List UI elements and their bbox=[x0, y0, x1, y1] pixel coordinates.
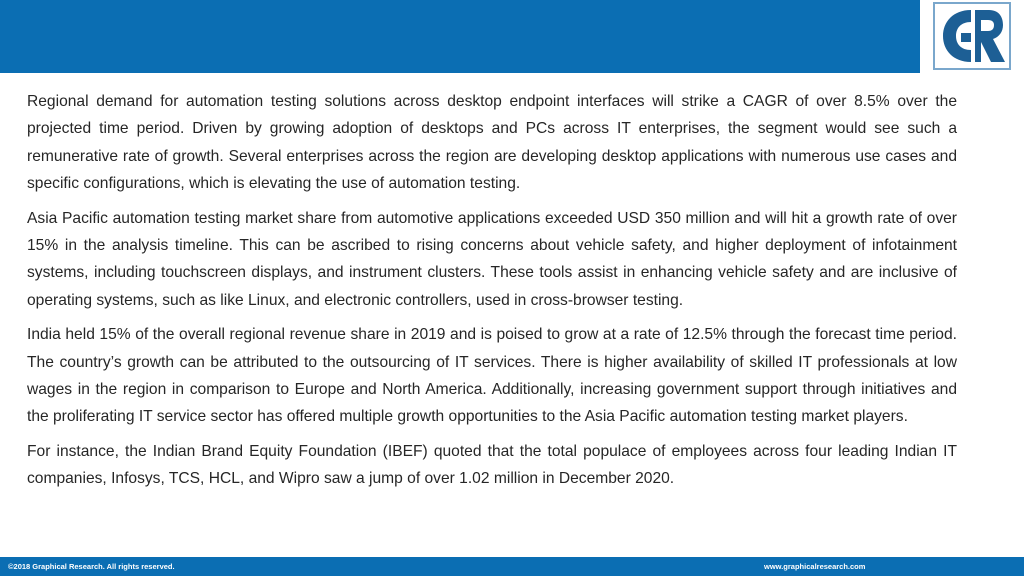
paragraph-4: For instance, the Indian Brand Equity Foundation (IBEF) quoted that the total populace of employees across four leading Indian IT companies, Infosys, TCS, HCL, and Wipro saw a jump of over 1.02 million in December 2020. bbox=[27, 442, 957, 488]
paragraph-3: India held 15% of the overall regional revenue share in 2019 and is poised to grow at a rate of 12.5% through the forecast time period. The country’s growth can be attributed to the outsourcing of IT services. There is higher availability of skilled IT professionals at low wages in the region in comparison to Europe and North America. Additionally, increasing government support through initiatives and the proliferating IT service sector has offered multiple growth opportunities to the Asia Pacific automation testing market players. bbox=[27, 326, 957, 426]
logo bbox=[920, 0, 1024, 73]
copyright-text: ©2018 Graphical Research. All rights reserved. bbox=[8, 562, 175, 571]
header-bar bbox=[0, 0, 1024, 73]
graphical-research-logo-icon bbox=[931, 0, 1013, 73]
footer-bar bbox=[0, 557, 1024, 576]
website-link[interactable]: www.graphicalresearch.com bbox=[764, 562, 866, 571]
paragraph-2: Asia Pacific automation testing market share from automotive applications exceeded USD 350 million and will hit a growth rate of over 15% in the analysis timeline. This can be ascribed to rising concerns about vehicle safety, and higher deployment of infotainment systems, including touchscreen displays, and instrument clusters. These tools assist in enhancing vehicle safety and are inclusive of operating systems, such as like Linux, and electronic controllers, used in cross-browser testing. bbox=[27, 209, 957, 309]
body-text bbox=[27, 88, 957, 500]
paragraph-1: Regional demand for automation testing solutions across desktop endpoint interfaces will strike a CAGR of over 8.5% over the projected time period. Driven by growing adoption of desktops and PCs across IT enterprises, the segment would see such a remunerative rate of growth. Several enterprises across the region are developing desktop applications with numerous use cases and specific configurations, which is elevating the use of automation testing. bbox=[27, 93, 957, 193]
